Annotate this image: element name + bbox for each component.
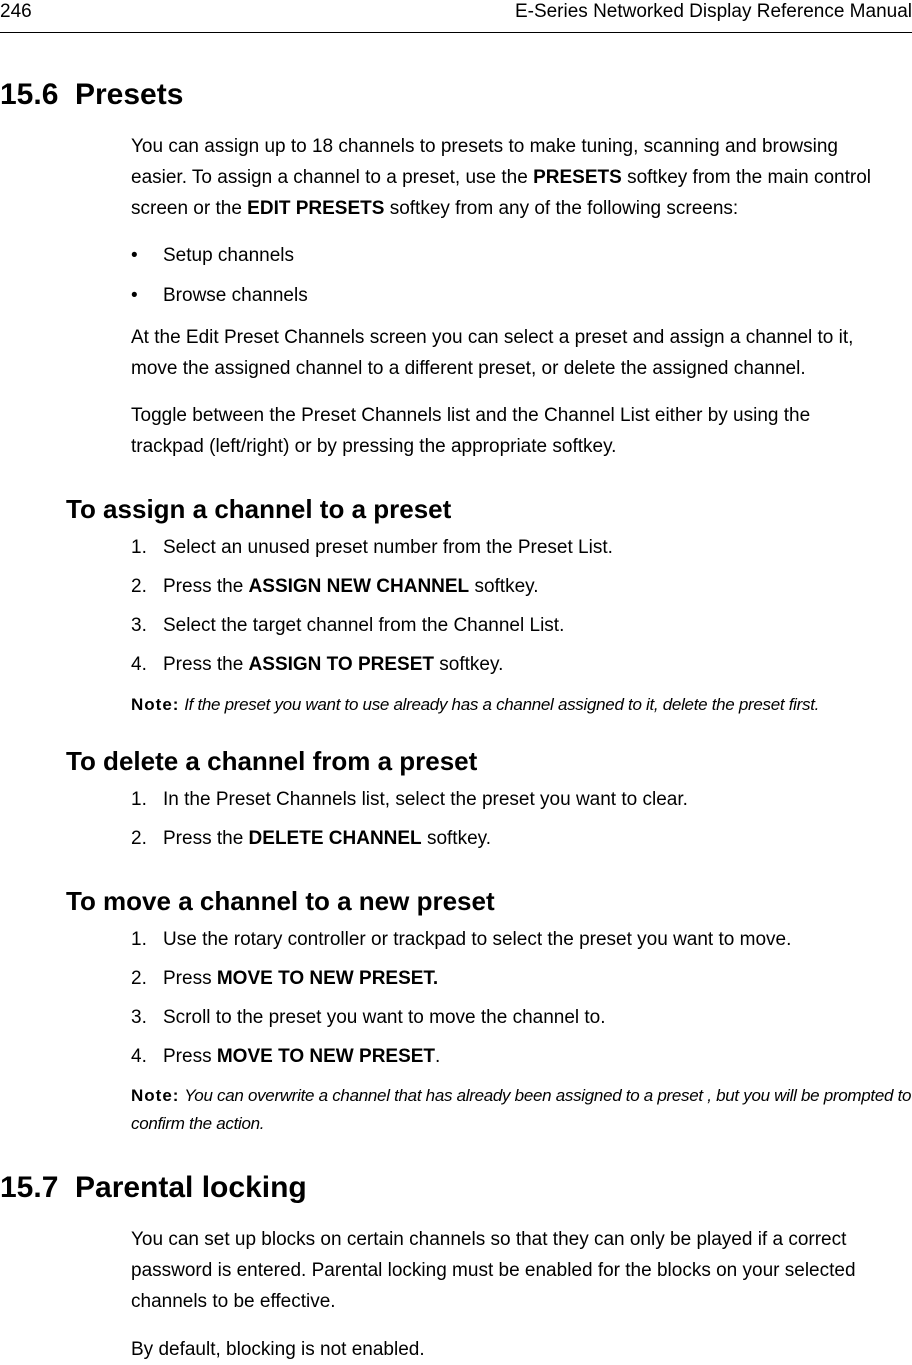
note-text: You can overwrite a channel that has already been assigned to a preset , but you will be prompted to confirm the action. — [131, 1086, 912, 1133]
step-text: Press — [163, 968, 217, 989]
note-text: If the preset you want to use already has a channel assigned to it, delete the preset first. — [184, 695, 820, 714]
step-text: Press the — [163, 654, 249, 675]
text-line: By default, blocking is not enabled. — [131, 1339, 425, 1360]
edit-preset-paragraph — [131, 322, 911, 384]
step-text: softkey. — [421, 828, 492, 849]
subheading-delete: To delete a channel from a preset — [66, 746, 478, 776]
step-item — [131, 1045, 440, 1069]
bullet-item — [131, 244, 294, 268]
section-heading-parental — [0, 1171, 307, 1205]
step-number: 2. — [131, 968, 147, 989]
softkey-label: EDIT PRESETS — [247, 198, 385, 219]
text-run: softkey from any of the following screens: — [384, 198, 739, 219]
step-item — [131, 827, 491, 851]
section-title: Parental locking — [75, 1171, 307, 1204]
step-item — [131, 575, 539, 599]
step-number: 4. — [131, 654, 147, 675]
bullet-item — [131, 284, 308, 308]
softkey-label: PRESETS — [533, 167, 622, 188]
bullet-icon: • — [131, 285, 138, 306]
note-label: Note: — [131, 1086, 180, 1105]
section-heading-presets — [0, 78, 183, 112]
step-number: 3. — [131, 615, 147, 636]
note-label: Note: — [131, 695, 180, 714]
text-line — [131, 193, 911, 224]
step-number: 1. — [131, 537, 147, 558]
toggle-paragraph — [131, 400, 911, 462]
subheading-move: To move a channel to a new preset — [66, 886, 495, 916]
parental-paragraph — [131, 1224, 911, 1317]
step-item — [131, 967, 438, 991]
step-text: softkey. — [469, 576, 539, 597]
step-text: Press the — [163, 828, 249, 849]
step-number: 2. — [131, 828, 147, 849]
step-text: Use the rotary controller or trackpad to select the preset you want to move. — [163, 929, 792, 950]
presets-intro — [131, 131, 911, 224]
text-line: Toggle between the Preset Channels list and the Channel List either by using the — [131, 405, 811, 426]
text-line: At the Edit Preset Channels screen you can select a preset and assign a channel to it, — [131, 327, 854, 348]
step-item — [131, 788, 688, 812]
step-text: Press the — [163, 576, 249, 597]
step-text: In the Preset Channels list, select the preset you want to clear. — [163, 789, 688, 810]
step-item — [131, 614, 564, 638]
step-text: softkey. — [434, 654, 504, 675]
page-header — [0, 0, 912, 33]
text-run: screen or the — [131, 198, 248, 219]
step-text: Select an unused preset number from the Preset List. — [163, 537, 613, 558]
softkey-label: ASSIGN NEW CHANNEL — [248, 576, 470, 597]
step-number: 2. — [131, 576, 147, 597]
text-run: softkey from the main control — [621, 167, 872, 188]
step-item — [131, 536, 613, 560]
default-blocking-paragraph — [131, 1334, 911, 1365]
softkey-label: DELETE CHANNEL — [248, 828, 422, 849]
step-text: . — [435, 1046, 441, 1067]
section-number: 15.7 — [0, 1171, 59, 1204]
text-line — [131, 162, 911, 193]
step-number: 3. — [131, 1007, 147, 1028]
step-item — [131, 928, 791, 952]
softkey-label: MOVE TO NEW PRESET. — [216, 968, 439, 989]
softkey-label: MOVE TO NEW PRESET — [216, 1046, 436, 1067]
subheading-assign: To assign a channel to a preset — [66, 494, 452, 524]
page-number: 246 — [0, 1, 32, 22]
text-line: trackpad (left/right) or by pressing the appropriate softkey. — [131, 436, 617, 457]
step-text: Press — [163, 1046, 217, 1067]
text-line: move the assigned channel to a different preset, or delete the assigned channel. — [131, 358, 806, 379]
text-run: easier. To assign a channel to a preset, use the — [131, 167, 534, 188]
note-assign — [131, 693, 819, 717]
step-item — [131, 653, 503, 677]
section-title: Presets — [75, 78, 184, 111]
text-line: channels to be effective. — [131, 1291, 336, 1312]
bullet-text: Setup channels — [163, 245, 294, 266]
step-number: 1. — [131, 789, 147, 810]
step-text: Scroll to the preset you want to move the channel to. — [163, 1007, 606, 1028]
bullet-icon: • — [131, 245, 138, 266]
step-text: Select the target channel from the Channel List. — [163, 615, 565, 636]
text-line: You can set up blocks on certain channels so that they can only be played if a correct — [131, 1229, 847, 1250]
note-move — [131, 1082, 912, 1138]
section-number: 15.6 — [0, 78, 59, 111]
step-item — [131, 1006, 606, 1030]
text-line: You can assign up to 18 channels to presets to make tuning, scanning and browsing — [131, 136, 838, 157]
softkey-label: ASSIGN TO PRESET — [248, 654, 435, 675]
bullet-text: Browse channels — [163, 285, 308, 306]
manual-title: E-Series Networked Display Reference Manual — [514, 1, 912, 22]
step-number: 1. — [131, 929, 147, 950]
text-line: password is entered. Parental locking must be enabled for the blocks on your selected — [131, 1260, 856, 1281]
step-number: 4. — [131, 1046, 147, 1067]
